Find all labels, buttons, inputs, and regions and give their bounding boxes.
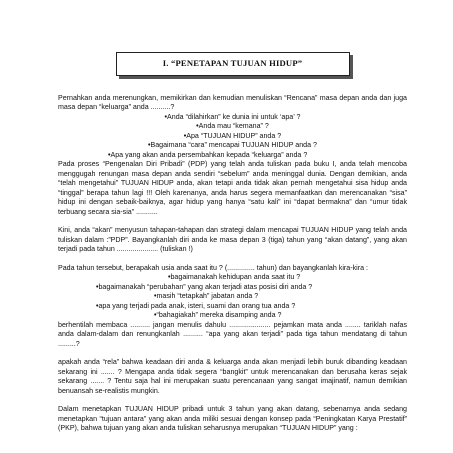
question-item: • Anda “dilahirkan” ke dunia ini untuk ‘apa’ ?: [58, 113, 407, 123]
paragraph-age: [58, 264, 407, 274]
age-intro: Pada tahun tersebut, berapakah usia anda saat itu ? (.............. tahun) dan bayangkanlah kira-kira :: [58, 263, 368, 272]
paragraph-rela: apakah anda “rela” bahwa keadaan diri anda & keluarga anda akan menjadi lebih buruk dibanding keadaan sekarang ini ....... ? Mengapa anda tidak segera “bangkit” untuk merencanakan dan berusaha keras sejak sekarang ....... ? Tentu saja hal ini merupakan suatu perencanaan yang sangat imajinatif, namun demikian benuansah se-realistis mungkin.: [58, 358, 407, 395]
imagine-item: • bagaimanakah “perubahan” yang akan terjadi atas posisi diri anda ?: [58, 283, 407, 293]
question-list: [58, 113, 407, 161]
imagine-item: • masih “tetapkah” jabatan anda ?: [58, 292, 407, 302]
section-title: I. “PENETAPAN TUJUAN HIDUP”: [116, 52, 350, 76]
paragraph-pdp: Pada proses “Pengenalan Diri Pribadi” (PDP) yang telah anda tuliskan pada buku I, anda telah mencoba menggugah renungan masa depan anda sendiri “sebelum” anda meninggal dunia. Dengan demikian, anda “telah mengetahui” TUJUAN HIDUP anda, akan tetapi anda tidak akan pernah mengetahui sisa hidup anda “tinggal” berapa tahun lagi !!! Oleh karenanya, anda harus segera memanfaatkan dan merencanakan “sisa” hidup ini dengan sebaik-baiknya, agar hidup yang hanya “satu kali” ini “dapat bermakna” dan “umur tidak terbuang secara sia-sia” ...........: [58, 160, 407, 216]
paragraph-reflect: berhentilah membaca .......... jangan menulis dahulu ..................... pejamkan mata anda ........ tariklah nafas anda dalam-dalam dan renungkanlah .......... “apa yang akan terjadi” pada tiga tahun mendatang di tahun .........?: [58, 320, 407, 348]
paragraph-future: Kini, anda “akan” menyusun tahapan-tahapan dan strategi dalam mencapai TUJUAN HIDUP yang telah anda tuliskan dalam :”PDP”. Bayangkanlah diri anda ke masa depan 3 (tiga) tahun yang “akan datang”, yang akan terjadi pada tahun ..................... (tuliskan !): [58, 226, 407, 253]
question-item: • Apa “TUJUAN HIDUP” anda ?: [58, 132, 407, 142]
imagine-list: [58, 273, 407, 321]
paragraph-tujuan: Dalam menetapkan TUJUAN HIDUP pribadi untuk 3 tahun yang akan datang, sebenarnya anda sedang menetapkan “tujuan antara” yang akan anda miliki sesuai dengan konsep pada “Peningkatan Karya Prestatif” (PKP), bahwa tujuan yang akan anda tuliskan seharusnya merupakan “TUJUAN HIDUP” yang :: [58, 405, 407, 432]
imagine-item: • bagaimanakah kehidupan anda saat itu ?: [58, 273, 407, 283]
question-item: • Apa yang akan anda persembahkan kepada “keluarga” anda ?: [58, 151, 407, 161]
imagine-item: • apa yang terjadi pada anak, isteri, suami dan orang tua anda ?: [58, 302, 407, 312]
imagine-item: • “bahagiakah” mereka disamping anda ?: [58, 311, 407, 321]
question-item: • Bagaimana “cara” mencapai TUJUAN HIDUP anda ?: [58, 141, 407, 151]
question-item: • Anda mau “kemana” ?: [58, 122, 407, 132]
intro-text: Pernahkan anda merenungkan, memikirkan dan kemudian menuliskan “Rencana” masa depan anda dan juga masa depan “keluarga” anda ..........?: [58, 93, 407, 111]
paragraph-intro: [58, 94, 407, 113]
